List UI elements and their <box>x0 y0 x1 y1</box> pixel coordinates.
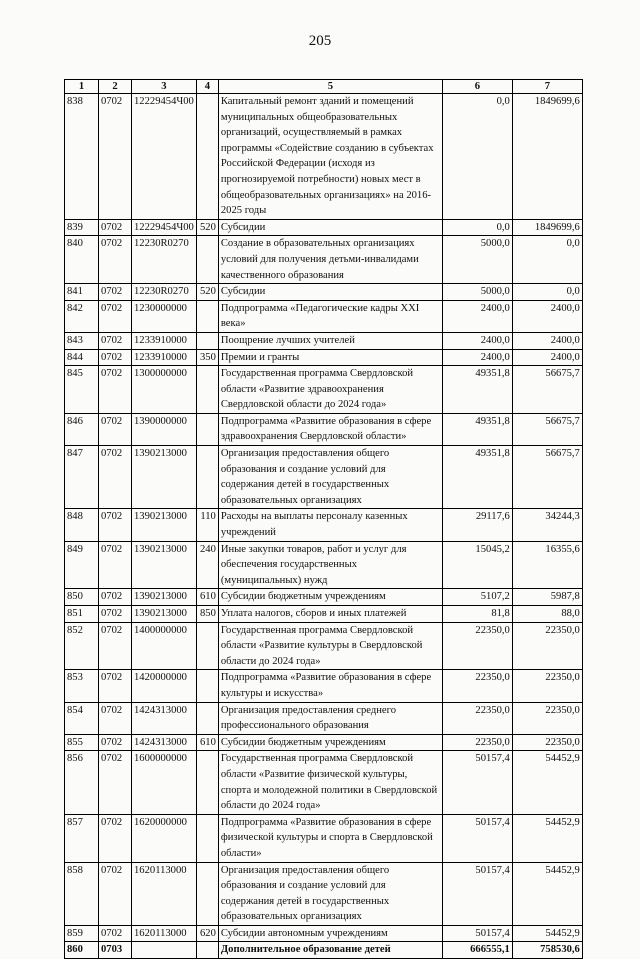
row-number: 856 <box>65 751 99 814</box>
row-number: 853 <box>65 670 99 702</box>
target-article-code: 12230R0270 <box>132 284 197 301</box>
row-number: 859 <box>65 925 99 942</box>
item-name: Организация предоставления среднего профессионального образования <box>218 702 442 734</box>
row-number: 854 <box>65 702 99 734</box>
amount-col7: 0,0 <box>512 236 582 284</box>
expense-type-code <box>196 814 218 862</box>
row-number: 844 <box>65 349 99 366</box>
item-name: Подпрограмма «Развитие образования в сфере культуры и искусства» <box>218 670 442 702</box>
expense-type-code <box>196 446 218 509</box>
amount-col6: 49351,8 <box>442 413 512 445</box>
expense-type-code <box>196 942 218 959</box>
row-number: 839 <box>65 219 99 236</box>
section-code: 0702 <box>99 446 132 509</box>
header-cell: 4 <box>196 80 218 94</box>
section-code: 0702 <box>99 300 132 332</box>
target-article-code: 1620113000 <box>132 862 197 925</box>
item-name: Подпрограмма «Педагогические кадры XXI века» <box>218 300 442 332</box>
amount-col6: 22350,0 <box>442 734 512 751</box>
table-header-row <box>65 80 583 94</box>
expense-type-code <box>196 300 218 332</box>
amount-col6: 0,0 <box>442 94 512 220</box>
section-code: 0702 <box>99 349 132 366</box>
row-number: 860 <box>65 942 99 959</box>
amount-col7: 2400,0 <box>512 349 582 366</box>
section-code: 0702 <box>99 702 132 734</box>
budget-table <box>64 79 583 959</box>
row-number: 845 <box>65 366 99 414</box>
amount-col7: 22350,0 <box>512 734 582 751</box>
target-article-code: 12229454Ч00 <box>132 94 197 220</box>
amount-col6: 0,0 <box>442 219 512 236</box>
row-number: 855 <box>65 734 99 751</box>
table-row <box>65 589 583 606</box>
amount-col7: 56675,7 <box>512 366 582 414</box>
section-code: 0702 <box>99 236 132 284</box>
header-cell: 1 <box>65 80 99 94</box>
amount-col7: 54452,9 <box>512 814 582 862</box>
expense-type-code <box>196 751 218 814</box>
expense-type-code <box>196 332 218 349</box>
table-row <box>65 925 583 942</box>
section-code: 0702 <box>99 541 132 589</box>
header-cell: 6 <box>442 80 512 94</box>
amount-col7: 1849699,6 <box>512 94 582 220</box>
item-name: Организация предоставления общего образования и создание условий для содержания детей в государственных образовательных организациях <box>218 862 442 925</box>
expense-type-code: 620 <box>196 925 218 942</box>
section-code: 0702 <box>99 734 132 751</box>
amount-col7: 34244,3 <box>512 509 582 541</box>
table-row <box>65 366 583 414</box>
target-article-code: 12229454Ч00 <box>132 219 197 236</box>
table-row <box>65 622 583 670</box>
expense-type-code: 520 <box>196 219 218 236</box>
amount-col7: 758530,6 <box>512 942 582 959</box>
row-number: 848 <box>65 509 99 541</box>
amount-col7: 22350,0 <box>512 670 582 702</box>
expense-type-code <box>196 94 218 220</box>
item-name: Уплата налогов, сборов и иных платежей <box>218 606 442 623</box>
expense-type-code: 350 <box>196 349 218 366</box>
amount-col6: 15045,2 <box>442 541 512 589</box>
table-row <box>65 219 583 236</box>
header-cell: 3 <box>132 80 197 94</box>
amount-col6: 81,8 <box>442 606 512 623</box>
amount-col7: 2400,0 <box>512 300 582 332</box>
item-name: Субсидии <box>218 219 442 236</box>
table-row <box>65 702 583 734</box>
row-number: 858 <box>65 862 99 925</box>
target-article-code: 1390213000 <box>132 446 197 509</box>
item-name: Государственная программа Свердловской области «Развитие здравоохранения Свердловской области до 2024 года» <box>218 366 442 414</box>
expense-type-code <box>196 862 218 925</box>
target-article-code: 1233910000 <box>132 332 197 349</box>
section-code: 0702 <box>99 366 132 414</box>
amount-col6: 5000,0 <box>442 236 512 284</box>
expense-type-code <box>196 622 218 670</box>
expense-type-code <box>196 236 218 284</box>
expense-type-code: 110 <box>196 509 218 541</box>
item-name: Дополнительное образование детей <box>218 942 442 959</box>
target-article-code: 1620113000 <box>132 925 197 942</box>
row-number: 851 <box>65 606 99 623</box>
table-row <box>65 606 583 623</box>
target-article-code: 12230R0270 <box>132 236 197 284</box>
section-code: 0703 <box>99 942 132 959</box>
row-number: 857 <box>65 814 99 862</box>
target-article-code: 1233910000 <box>132 349 197 366</box>
section-code: 0702 <box>99 925 132 942</box>
item-name: Премии и гранты <box>218 349 442 366</box>
expense-type-code <box>196 366 218 414</box>
section-code: 0702 <box>99 589 132 606</box>
table-row <box>65 332 583 349</box>
table-row <box>65 670 583 702</box>
section-code: 0702 <box>99 94 132 220</box>
table-row <box>65 942 583 959</box>
table-row <box>65 300 583 332</box>
amount-col6: 29117,6 <box>442 509 512 541</box>
section-code: 0702 <box>99 751 132 814</box>
section-code: 0702 <box>99 814 132 862</box>
row-number: 841 <box>65 284 99 301</box>
row-number: 846 <box>65 413 99 445</box>
amount-col7: 56675,7 <box>512 413 582 445</box>
section-code: 0702 <box>99 332 132 349</box>
header-cell: 5 <box>218 80 442 94</box>
table-row <box>65 862 583 925</box>
item-name: Расходы на выплаты персоналу казенных учреждений <box>218 509 442 541</box>
section-code: 0702 <box>99 219 132 236</box>
amount-col7: 16355,6 <box>512 541 582 589</box>
row-number: 838 <box>65 94 99 220</box>
item-name: Подпрограмма «Развитие образования в сфере физической культуры и спорта в Свердловской области» <box>218 814 442 862</box>
target-article-code: 1230000000 <box>132 300 197 332</box>
target-article-code: 1390213000 <box>132 509 197 541</box>
amount-col6: 50157,4 <box>442 925 512 942</box>
table-row <box>65 509 583 541</box>
amount-col6: 666555,1 <box>442 942 512 959</box>
row-number: 849 <box>65 541 99 589</box>
table-row <box>65 94 583 220</box>
section-code: 0702 <box>99 670 132 702</box>
row-number: 840 <box>65 236 99 284</box>
table-row <box>65 734 583 751</box>
amount-col7: 54452,9 <box>512 751 582 814</box>
amount-col6: 50157,4 <box>442 814 512 862</box>
amount-col6: 5000,0 <box>442 284 512 301</box>
target-article-code: 1390213000 <box>132 606 197 623</box>
target-article-code: 1600000000 <box>132 751 197 814</box>
item-name: Государственная программа Свердловской области «Развитие культуры в Свердловской области до 2024 года» <box>218 622 442 670</box>
item-name: Государственная программа Свердловской области «Развитие физической культуры, спорта и молодежной политики в Свердловской области до 2024 года» <box>218 751 442 814</box>
expense-type-code <box>196 413 218 445</box>
target-article-code: 1390000000 <box>132 413 197 445</box>
target-article-code: 1420000000 <box>132 670 197 702</box>
amount-col6: 22350,0 <box>442 670 512 702</box>
item-name: Организация предоставления общего образования и создание условий для содержания детей в государственных образовательных организациях <box>218 446 442 509</box>
amount-col6: 2400,0 <box>442 332 512 349</box>
row-number: 843 <box>65 332 99 349</box>
table-row <box>65 349 583 366</box>
target-article-code: 1424313000 <box>132 734 197 751</box>
table-row <box>65 751 583 814</box>
item-name: Субсидии автономным учреждениям <box>218 925 442 942</box>
page-number: 205 <box>308 33 332 49</box>
row-number: 842 <box>65 300 99 332</box>
expense-type-code: 850 <box>196 606 218 623</box>
expense-type-code <box>196 702 218 734</box>
expense-type-code: 610 <box>196 589 218 606</box>
amount-col7: 54452,9 <box>512 862 582 925</box>
amount-col6: 22350,0 <box>442 702 512 734</box>
item-name: Субсидии бюджетным учреждениям <box>218 734 442 751</box>
item-name: Поощрение лучших учителей <box>218 332 442 349</box>
header-cell: 7 <box>512 80 582 94</box>
expense-type-code <box>196 670 218 702</box>
section-code: 0702 <box>99 509 132 541</box>
amount-col6: 50157,4 <box>442 862 512 925</box>
expense-type-code: 610 <box>196 734 218 751</box>
item-name: Иные закупки товаров, работ и услуг для обеспечения государственных (муниципальных) нужд <box>218 541 442 589</box>
item-name: Субсидии бюджетным учреждениям <box>218 589 442 606</box>
amount-col7: 56675,7 <box>512 446 582 509</box>
amount-col6: 2400,0 <box>442 300 512 332</box>
row-number: 852 <box>65 622 99 670</box>
table-row <box>65 413 583 445</box>
amount-col6: 5107,2 <box>442 589 512 606</box>
amount-col7: 0,0 <box>512 284 582 301</box>
item-name: Подпрограмма «Развитие образования в сфере здравоохранения Свердловской области» <box>218 413 442 445</box>
table-row <box>65 446 583 509</box>
amount-col6: 50157,4 <box>442 751 512 814</box>
amount-col6: 49351,8 <box>442 446 512 509</box>
table-row <box>65 814 583 862</box>
target-article-code: 1620000000 <box>132 814 197 862</box>
header-cell: 2 <box>99 80 132 94</box>
item-name: Создание в образовательных организациях условий для получения детьми-инвалидами качественного образования <box>218 236 442 284</box>
section-code: 0702 <box>99 284 132 301</box>
section-code: 0702 <box>99 413 132 445</box>
section-code: 0702 <box>99 606 132 623</box>
target-article-code: 1424313000 <box>132 702 197 734</box>
row-number: 850 <box>65 589 99 606</box>
section-code: 0702 <box>99 862 132 925</box>
amount-col6: 22350,0 <box>442 622 512 670</box>
table-row <box>65 236 583 284</box>
amount-col6: 2400,0 <box>442 349 512 366</box>
table-row <box>65 284 583 301</box>
target-article-code: 1390213000 <box>132 589 197 606</box>
amount-col7: 5987,8 <box>512 589 582 606</box>
amount-col7: 1849699,6 <box>512 219 582 236</box>
target-article-code: 1390213000 <box>132 541 197 589</box>
table-row <box>65 541 583 589</box>
expense-type-code: 240 <box>196 541 218 589</box>
target-article-code <box>132 942 197 959</box>
target-article-code: 1400000000 <box>132 622 197 670</box>
amount-col7: 22350,0 <box>512 702 582 734</box>
row-number: 847 <box>65 446 99 509</box>
amount-col7: 88,0 <box>512 606 582 623</box>
amount-col7: 22350,0 <box>512 622 582 670</box>
section-code: 0702 <box>99 622 132 670</box>
amount-col6: 49351,8 <box>442 366 512 414</box>
expense-type-code: 520 <box>196 284 218 301</box>
amount-col7: 2400,0 <box>512 332 582 349</box>
target-article-code: 1300000000 <box>132 366 197 414</box>
item-name: Субсидии <box>218 284 442 301</box>
item-name: Капитальный ремонт зданий и помещений муниципальных общеобразовательных организаций, осуществляемый в рамках программы «Содействие созданию в субъектах Российской Федерации (исходя из прогнозируемой потребности) новых мест в общеобразовательных организациях» на 2016-2025 годы <box>218 94 442 220</box>
amount-col7: 54452,9 <box>512 925 582 942</box>
